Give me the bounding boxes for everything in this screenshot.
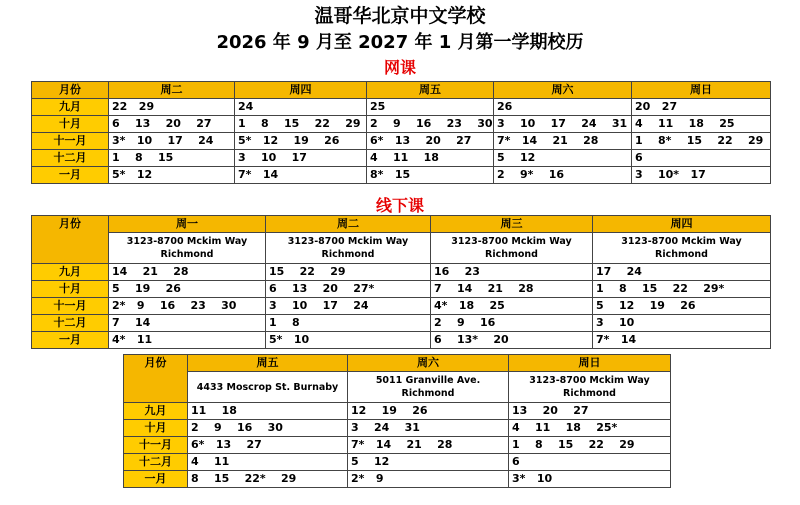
month-cell: 一月 (32, 332, 109, 349)
table-row (32, 298, 771, 315)
table-row (32, 332, 771, 349)
month-cell: 一月 (124, 471, 188, 488)
date-cell: 8* 15 (367, 167, 494, 184)
school-title: 温哥华北京中文学校 (314, 5, 486, 27)
date-cell: 12 19 26 (348, 403, 509, 420)
table-row (32, 150, 771, 167)
date-cell: 7 14 (109, 315, 266, 332)
date-cell: 5 19 26 (109, 281, 266, 298)
date-cell: 3 10* 17 (632, 167, 771, 184)
date-cell: 5 12 19 26 (593, 298, 771, 315)
date-cell: 7* 14 21 28 (494, 133, 632, 150)
date-cell: 5 12 (494, 150, 632, 167)
date-cell: 6 13 20 27 (109, 116, 235, 133)
location-cell: 5011 Granville Ave. Richmond (348, 372, 509, 403)
table-row (124, 420, 671, 437)
date-cell: 2* 9 16 23 30 (109, 298, 266, 315)
month-header: 月份 (124, 355, 188, 403)
date-cell: 16 23 (431, 264, 593, 281)
day-header: 周二 (266, 216, 431, 233)
date-cell: 5* 12 19 26 (235, 133, 367, 150)
date-cell: 8 15 22* 29 (188, 471, 348, 488)
date-cell: 4 11 18 25* (509, 420, 671, 437)
month-cell: 十月 (124, 420, 188, 437)
date-cell: 6 13* 20 (431, 332, 593, 349)
month-cell: 十二月 (32, 150, 109, 167)
date-cell: 5 12 (348, 454, 509, 471)
table-row (124, 454, 671, 471)
date-cell: 26 (494, 99, 632, 116)
table-row (124, 403, 671, 420)
location-row (32, 233, 771, 264)
date-cell: 5* 12 (109, 167, 235, 184)
day-header: 周五 (188, 355, 348, 372)
month-cell: 十二月 (124, 454, 188, 471)
date-cell: 11 18 (188, 403, 348, 420)
date-cell: 3 10 17 24 (266, 298, 431, 315)
online-calendar-table (31, 81, 771, 184)
date-cell: 24 (235, 99, 367, 116)
table-row (32, 99, 771, 116)
date-cell: 2 9 16 23 30 (367, 116, 494, 133)
location-cell: 3123-8700 Mckim Way Richmond (509, 372, 671, 403)
date-cell: 4* 11 (109, 332, 266, 349)
date-cell: 17 24 (593, 264, 771, 281)
month-cell: 十二月 (32, 315, 109, 332)
day-header: 周一 (109, 216, 266, 233)
date-cell: 2 9 16 (431, 315, 593, 332)
online-section-label: 网课 (383, 58, 416, 77)
date-cell: 3 10 17 24 31 (494, 116, 632, 133)
day-header: 周六 (494, 82, 632, 99)
location-cell: 3123-8700 Mckim Way Richmond (109, 233, 266, 264)
date-cell: 4 11 18 (367, 150, 494, 167)
day-header: 周四 (235, 82, 367, 99)
table-header-row (32, 216, 771, 233)
date-cell: 6* 13 27 (188, 437, 348, 454)
date-cell: 2* 9 (348, 471, 509, 488)
table-row (32, 264, 771, 281)
date-cell: 1 8 15 22 29 (509, 437, 671, 454)
location-cell: 4433 Moscrop St. Burnaby (188, 372, 348, 403)
date-cell: 1 8 15 22 29 (235, 116, 367, 133)
month-cell: 十月 (32, 281, 109, 298)
date-cell: 3* 10 17 24 (109, 133, 235, 150)
month-cell: 九月 (32, 99, 109, 116)
date-cell: 3* 10 (509, 471, 671, 488)
location-cell: 3123-8700 Mckim Way Richmond (266, 233, 431, 264)
date-cell: 1 8 15 22 29* (593, 281, 771, 298)
month-cell: 一月 (32, 167, 109, 184)
day-header: 周日 (509, 355, 671, 372)
table-row (32, 133, 771, 150)
month-cell: 十一月 (32, 133, 109, 150)
table-row (32, 281, 771, 298)
location-cell: 3123-8700 Mckim Way Richmond (431, 233, 593, 264)
month-header: 月份 (32, 82, 109, 99)
date-cell: 22 29 (109, 99, 235, 116)
offline-calendar-table-weekend (123, 354, 671, 488)
date-cell: 1 8 (266, 315, 431, 332)
calendar-subtitle: 2026 年 9 月至 2027 年 1 月第一学期校历 (216, 32, 584, 53)
date-cell: 2 9* 16 (494, 167, 632, 184)
date-cell: 25 (367, 99, 494, 116)
day-header: 周三 (431, 216, 593, 233)
date-cell: 7* 14 (593, 332, 771, 349)
table-row (32, 116, 771, 133)
date-cell: 6 (632, 150, 771, 167)
month-cell: 十一月 (32, 298, 109, 315)
table-row (32, 315, 771, 332)
date-cell: 1 8* 15 22 29 (632, 133, 771, 150)
table-row (124, 471, 671, 488)
date-cell: 7* 14 (235, 167, 367, 184)
date-cell: 4 11 18 25 (632, 116, 771, 133)
table-header-row (124, 355, 671, 372)
offline-section-label: 线下课 (375, 196, 424, 215)
date-cell: 20 27 (632, 99, 771, 116)
month-header: 月份 (32, 216, 109, 264)
location-row (124, 372, 671, 403)
month-cell: 十月 (32, 116, 109, 133)
date-cell: 6 13 20 27* (266, 281, 431, 298)
date-cell: 3 10 17 (235, 150, 367, 167)
date-cell: 13 20 27 (509, 403, 671, 420)
table-row (32, 167, 771, 184)
date-cell: 2 9 16 30 (188, 420, 348, 437)
date-cell: 6 (509, 454, 671, 471)
day-header: 周六 (348, 355, 509, 372)
day-header: 周二 (109, 82, 235, 99)
date-cell: 7 14 21 28 (431, 281, 593, 298)
offline-calendar-table-weekdays (31, 215, 771, 349)
date-cell: 1 8 15 (109, 150, 235, 167)
date-cell: 5* 10 (266, 332, 431, 349)
day-header: 周四 (593, 216, 771, 233)
date-cell: 7* 14 21 28 (348, 437, 509, 454)
date-cell: 4 11 (188, 454, 348, 471)
day-header: 周五 (367, 82, 494, 99)
date-cell: 6* 13 20 27 (367, 133, 494, 150)
location-cell: 3123-8700 Mckim Way Richmond (593, 233, 771, 264)
month-cell: 九月 (124, 403, 188, 420)
date-cell: 3 24 31 (348, 420, 509, 437)
month-cell: 十一月 (124, 437, 188, 454)
date-cell: 15 22 29 (266, 264, 431, 281)
table-header-row (32, 82, 771, 99)
table-row (124, 437, 671, 454)
day-header: 周日 (632, 82, 771, 99)
date-cell: 4* 18 25 (431, 298, 593, 315)
month-cell: 九月 (32, 264, 109, 281)
date-cell: 14 21 28 (109, 264, 266, 281)
date-cell: 3 10 (593, 315, 771, 332)
